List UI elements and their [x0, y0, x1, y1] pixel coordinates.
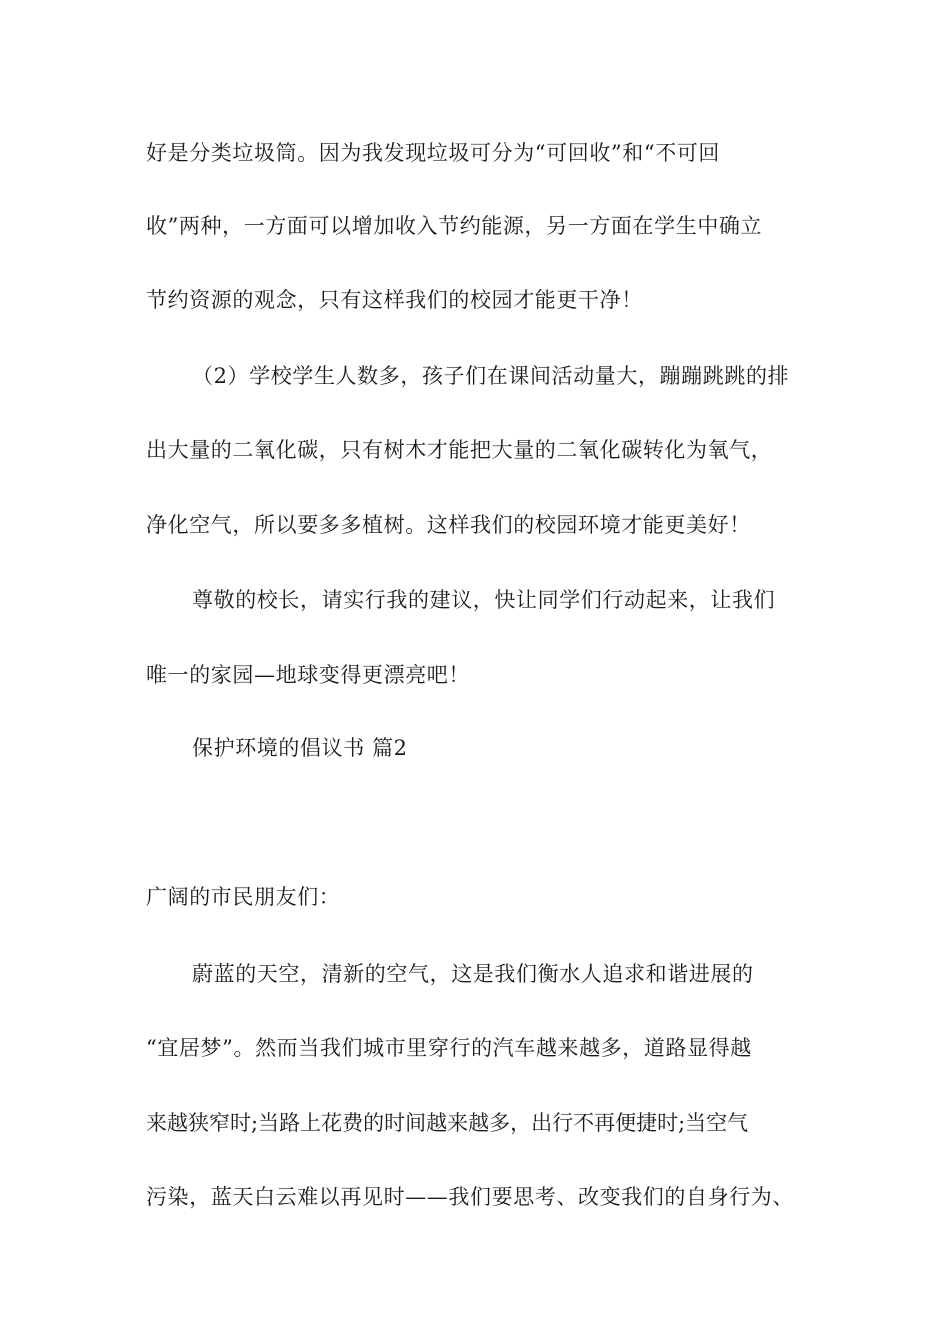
paragraph-line: 污染，蓝天白云难以再见时——我们要思考、改变我们的自身行为、	[146, 1185, 794, 1209]
paragraph-line: 出大量的二氧化碳，只有树木才能把大量的二氧化碳转化为氧气，	[146, 438, 773, 462]
paragraph-line: 收”两种，一方面可以增加收入节约能源，另一方面在学生中确立	[146, 214, 763, 238]
paragraph-line: （2）学校学生人数多，孩子们在课间活动量大，蹦蹦跳跳的排	[192, 364, 790, 388]
paragraph-line: 唯一的家园—地球变得更漂亮吧！	[146, 663, 470, 687]
salutation: 广阔的市民朋友们：	[146, 885, 341, 909]
paragraph-line: 节约资源的观念，只有这样我们的校园才能更干净！	[146, 288, 643, 312]
paragraph-line: 来越狭窄时;当路上花费的时间越来越多，出行不再便捷时;当空气	[146, 1111, 749, 1135]
section-heading: 保护环境的倡议书 篇2	[192, 736, 408, 760]
paragraph-line: 净化空气，所以要多多植树。这样我们的校园环境才能更美好！	[146, 513, 751, 537]
paragraph-line: 尊敬的校长，请实行我的建议，快让同学们行动起来，让我们	[192, 588, 776, 612]
paragraph-line: “宜居梦”。然而当我们城市里穿行的汽车越来越多，道路显得越	[146, 1036, 752, 1060]
paragraph-line: 好是分类垃圾筒。因为我发现垃圾可分为“可回收”和“不可回	[146, 141, 721, 165]
paragraph-line: 蔚蓝的天空，清新的空气，这是我们衡水人追求和谐进展的	[192, 962, 754, 986]
